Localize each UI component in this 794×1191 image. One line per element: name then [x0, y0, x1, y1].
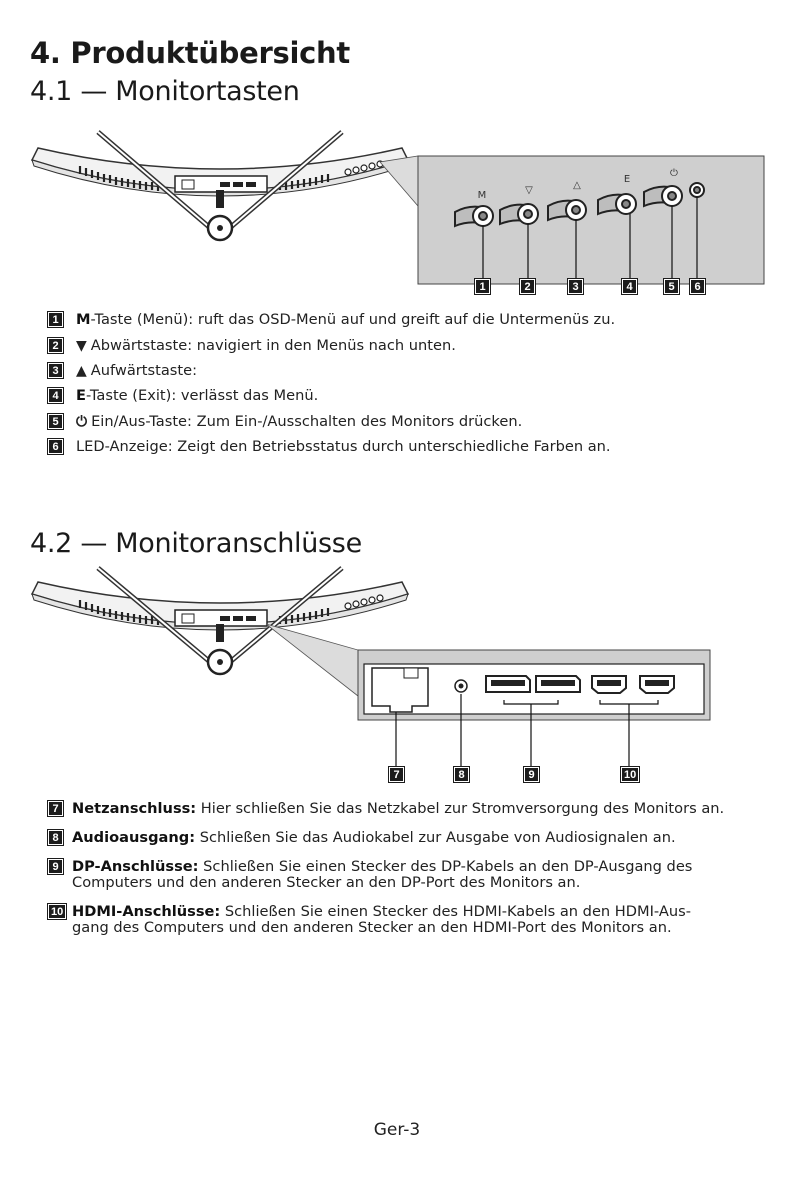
item-bold: M [76, 311, 91, 328]
item-text: Schließen Sie einen Stecker des DP-Kabels an den DP-Ausgang des [198, 858, 693, 875]
figure-badge-7: 7 [389, 767, 404, 782]
item-bold: HDMI-Anschlüsse: [72, 903, 221, 920]
label-down: ▽ [525, 185, 533, 196]
item-bold: Audioausgang: [72, 829, 196, 846]
section-heading-buttons: 4.1 — Monitortasten [30, 76, 300, 107]
item-text: Schließen Sie einen Stecker des HDMI-Kabels an den HDMI-Aus- [220, 903, 691, 920]
item-text: Abwärtstaste: navigiert in den Menüs nach unten. [90, 337, 456, 354]
monitor-buttons-figure [30, 120, 770, 300]
item-bold: DP-Anschlüsse: [72, 858, 199, 875]
item-badge: 7 [48, 801, 63, 816]
label-e: E [623, 174, 631, 185]
figure-badge-5: 5 [664, 279, 679, 294]
item-badge: 6 [48, 439, 63, 454]
figure-badge-4: 4 [622, 279, 637, 294]
item-badge: 4 [48, 388, 63, 403]
figure-badge-9: 9 [524, 767, 539, 782]
figure-badge-6: 6 [690, 279, 705, 294]
figure-badge-8: 8 [454, 767, 469, 782]
item-badge: 2 [48, 338, 63, 353]
power-icon: ⏻ [76, 414, 88, 430]
monitor-ports-figure [30, 566, 770, 782]
page-title: 4. Produktübersicht [30, 36, 350, 70]
figure-badge-10: 10 [621, 767, 639, 782]
item-bold: E [76, 387, 86, 404]
item-text: Ein/Aus-Taste: Zum Ein-/Ausschalten des Monitors drücken. [91, 413, 523, 430]
figure-badge-3: 3 [568, 279, 583, 294]
item-badge: 5 [48, 414, 63, 429]
label-power: ⏻ [670, 168, 678, 179]
label-up: △ [573, 180, 581, 191]
item-text: -Taste (Menü): ruft das OSD-Menü auf und greift auf die Untermenüs zu. [90, 311, 616, 328]
item-bold: Netzanschluss: [72, 800, 197, 817]
item-text: -Taste (Exit): verlässt das Menü. [85, 387, 319, 404]
item-text: Schließen Sie das Audiokabel zur Ausgabe von Audiosignalen an. [195, 829, 676, 846]
item-badge: 9 [48, 859, 63, 874]
page-number: Ger-3 [373, 1120, 421, 1140]
label-m: M [477, 190, 487, 201]
figure-badge-1: 1 [475, 279, 490, 294]
item-text: LED-Anzeige: Zeigt den Betriebsstatus durch unterschiedliche Farben an. [76, 438, 611, 455]
item-badge: 1 [48, 312, 63, 327]
item-text: Aufwärtstaste: [90, 362, 197, 379]
arrow-up-icon: ▲ [76, 363, 87, 379]
item-text-line2: gang des Computers und den anderen Stecker an den HDMI-Port des Monitors an. [72, 919, 672, 936]
item-badge: 10 [48, 904, 66, 919]
section-heading-ports: 4.2 — Monitoranschlüsse [30, 528, 362, 559]
item-text-line2: Computers und den anderen Stecker an den DP-Port des Monitors an. [72, 874, 581, 891]
item-badge: 3 [48, 363, 63, 378]
item-badge: 8 [48, 830, 63, 845]
figure-badge-2: 2 [520, 279, 535, 294]
item-text: Hier schließen Sie das Netzkabel zur Stromversorgung des Monitors an. [196, 800, 725, 817]
arrow-down-icon: ▼ [76, 338, 87, 354]
